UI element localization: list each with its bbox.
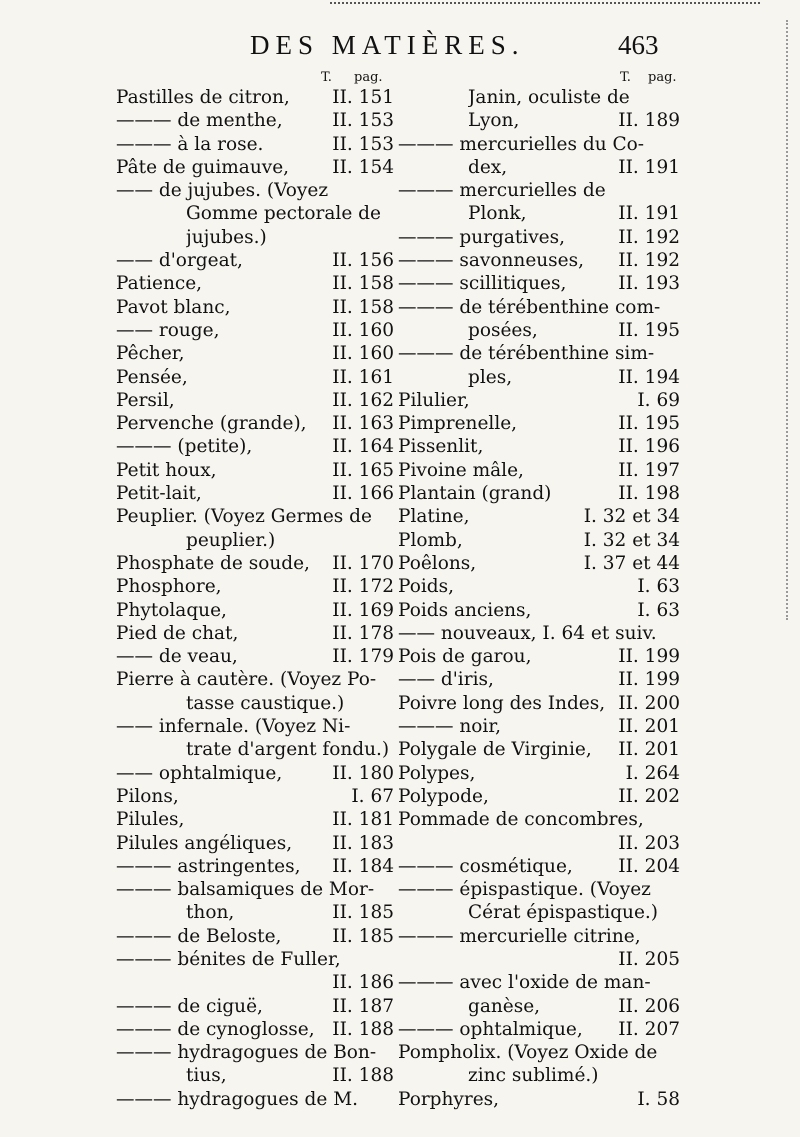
index-entry: [398, 459, 680, 482]
entry-label: ——— hydragogues de M.: [116, 1088, 359, 1110]
entry-reference: II. 202: [618, 785, 680, 807]
entry-label: —— nouveaux, I. 64 et suiv.: [398, 622, 657, 644]
entry-label: —— de veau,: [116, 646, 238, 668]
entry-label: Pilules,: [116, 809, 185, 831]
index-entry: [116, 575, 394, 598]
index-entry: [398, 948, 680, 971]
entry-reference: II. 180: [332, 762, 394, 784]
entry-reference: I. 264: [625, 762, 680, 784]
index-lines: [398, 86, 680, 1111]
index-entry: [398, 575, 680, 598]
index-entry: [398, 366, 680, 389]
entry-reference: II. 156: [332, 250, 394, 272]
index-entry: [116, 296, 394, 319]
entry-reference: II. 191: [618, 203, 680, 225]
column-header: [116, 70, 394, 86]
index-entry: [116, 319, 394, 342]
entry-reference: II. 201: [618, 739, 680, 761]
entry-label: Pompholix. (Voyez Oxide de: [398, 1042, 658, 1064]
index-entry: [116, 925, 394, 948]
index-column-right: [398, 70, 680, 1111]
index-entry: [398, 389, 680, 412]
index-entry: [116, 715, 394, 738]
index-entry: [116, 1018, 394, 1041]
index-entry: [398, 855, 680, 878]
entry-reference: I. 69: [637, 389, 680, 411]
entry-reference: II. 163: [332, 413, 394, 435]
entry-reference: I. 67: [351, 785, 394, 807]
index-entry: [116, 412, 394, 435]
index-entry: [116, 1041, 394, 1064]
entry-reference: II. 178: [332, 622, 394, 644]
entry-reference: II. 164: [332, 436, 394, 458]
index-entry: [398, 249, 680, 272]
entry-label: Polygale de Virginie,: [398, 739, 592, 761]
column-header: [398, 70, 680, 86]
entry-reference: II. 172: [332, 576, 394, 598]
index-entry: [398, 599, 680, 622]
entry-reference: I. 32 et 34: [583, 506, 680, 528]
entry-label: Gomme pectorale de: [186, 203, 381, 225]
entry-reference: II. 192: [618, 250, 680, 272]
page-header-label: pag.: [354, 70, 383, 85]
index-entry: [116, 948, 394, 971]
entry-reference: II. 193: [618, 273, 680, 295]
index-entry: [398, 319, 680, 342]
entry-reference: II. 185: [332, 925, 394, 947]
top-ornament-rule: [330, 2, 760, 7]
running-title: DES MATIÈRES.: [250, 30, 525, 60]
entry-reference: II. 188: [332, 1065, 394, 1087]
index-entry: [398, 971, 680, 994]
entry-label: Persil,: [116, 389, 175, 411]
index-entry: [398, 645, 680, 668]
entry-reference: I. 37 et 44: [583, 552, 680, 574]
entry-reference: II. 162: [332, 389, 394, 411]
entry-label: —— ophtalmique,: [116, 762, 283, 784]
entry-label: Phosphore,: [116, 576, 222, 598]
index-entry: [116, 529, 394, 552]
entry-label: Pied de chat,: [116, 622, 239, 644]
index-entry: [398, 1088, 680, 1111]
entry-reference: II. 185: [332, 902, 394, 924]
entry-reference: I. 63: [637, 599, 680, 621]
index-entry: [116, 692, 394, 715]
entry-reference: II. 201: [618, 716, 680, 738]
index-entry: [398, 692, 680, 715]
entry-label: Phosphate de soude,: [116, 552, 310, 574]
index-entry: [116, 226, 394, 249]
entry-label: ——— bénites de Fuller,: [116, 948, 341, 970]
entry-reference: II. 195: [618, 319, 680, 341]
index-entry: [116, 762, 394, 785]
index-entry: [116, 552, 394, 575]
entry-label: ——— hydragogues de Bon-: [116, 1042, 377, 1064]
tome-header: T.: [321, 70, 332, 85]
index-entry: [398, 1018, 680, 1041]
index-entry: [398, 715, 680, 738]
entry-label: Pavot blanc,: [116, 296, 231, 318]
index-entry: [116, 389, 394, 412]
entry-label: zinc sublimé.): [468, 1065, 599, 1087]
index-entry: [116, 901, 394, 924]
index-entry: [116, 86, 394, 109]
index-entry: [116, 1064, 394, 1087]
entry-label: —— d'orgeat,: [116, 250, 243, 272]
tome-header: T.: [620, 70, 631, 85]
entry-label: ——— de Beloste,: [116, 925, 282, 947]
entry-label: Pilons,: [116, 785, 179, 807]
entry-label: jujubes.): [186, 226, 267, 248]
entry-label: thon,: [186, 902, 235, 924]
entry-reference: II. 206: [618, 995, 680, 1017]
entry-label: ——— ophtalmique,: [398, 1018, 583, 1040]
entry-label: —— rouge,: [116, 319, 220, 341]
entry-label: ——— purgatives,: [398, 226, 565, 248]
index-entry: [398, 156, 680, 179]
entry-label: Phytolaque,: [116, 599, 227, 621]
index-entry: [398, 901, 680, 924]
index-entry: [116, 832, 394, 855]
index-entry: [116, 1088, 394, 1111]
entry-label: Pâte de guimauve,: [116, 156, 290, 178]
index-entry: [398, 878, 680, 901]
index-entry: [116, 459, 394, 482]
entry-reference: II. 188: [332, 1018, 394, 1040]
index-entry: [116, 855, 394, 878]
entry-reference: II. 170: [332, 552, 394, 574]
entry-label: Plomb,: [398, 529, 463, 551]
entry-label: Poids anciens,: [398, 599, 532, 621]
index-entry: [398, 738, 680, 761]
entry-label: Cérat épispastique.): [468, 902, 659, 924]
entry-reference: II. 160: [332, 343, 394, 365]
entry-reference: II. 160: [332, 319, 394, 341]
index-entry: [116, 645, 394, 668]
entry-reference: II. 194: [618, 366, 680, 388]
entry-label: ——— astringentes,: [116, 855, 301, 877]
entry-reference: II. 204: [618, 855, 680, 877]
entry-label: ganèse,: [468, 995, 541, 1017]
entry-label: Pervenche (grande),: [116, 413, 307, 435]
page-header-label: pag.: [648, 70, 677, 85]
entry-label: ——— épispastique. (Voyez: [398, 879, 651, 901]
index-entry: [116, 622, 394, 645]
index-entry: [116, 109, 394, 132]
index-entry: [116, 482, 394, 505]
entry-reference: II. 184: [332, 855, 394, 877]
entry-reference: II. 153: [332, 110, 394, 132]
index-entry: [116, 808, 394, 831]
entry-label: Pimprenelle,: [398, 413, 518, 435]
entry-label: ——— mercurielles de: [398, 180, 606, 202]
entry-reference: II. 199: [618, 646, 680, 668]
index-entry: [116, 435, 394, 458]
index-entry: [398, 435, 680, 458]
entry-label: Janin, oculiste de: [468, 87, 630, 108]
index-entry: [116, 366, 394, 389]
entry-label: Pilulier,: [398, 389, 470, 411]
entry-reference: II. 153: [332, 133, 394, 155]
index-entry: [398, 133, 680, 156]
entry-reference: II. 165: [332, 459, 394, 481]
entry-label: Pilules angéliques,: [116, 832, 293, 854]
entry-reference: II. 200: [618, 692, 680, 714]
index-entry: [116, 971, 394, 994]
entry-label: Patience,: [116, 273, 203, 295]
index-entry: [116, 599, 394, 622]
index-entry: [116, 738, 394, 761]
entry-reference: II. 158: [332, 296, 394, 318]
page-number: 463: [618, 30, 659, 60]
entry-label: Pissenlit,: [398, 436, 484, 458]
index-entry: [398, 808, 680, 831]
index-entry: [398, 412, 680, 435]
index-entry: [116, 133, 394, 156]
entry-label: Platine,: [398, 506, 470, 528]
entry-reference: I. 32 et 34: [583, 529, 680, 551]
index-entry: [398, 482, 680, 505]
index-entry: [116, 272, 394, 295]
index-entry: [398, 202, 680, 225]
entry-label: ——— balsamiques de Mor-: [116, 879, 375, 901]
entry-reference: II. 179: [332, 646, 394, 668]
index-entry: [398, 925, 680, 948]
entry-label: ——— savonneuses,: [398, 250, 585, 272]
index-entry: [398, 1041, 680, 1064]
entry-reference: II. 151: [332, 87, 394, 108]
entry-label: ——— mercurielles du Co-: [398, 133, 645, 155]
entry-label: ——— de ciguë,: [116, 995, 263, 1017]
index-entry: [116, 878, 394, 901]
entry-label: Petit-lait,: [116, 483, 202, 505]
entry-label: Petit houx,: [116, 459, 217, 481]
entry-label: Poêlons,: [398, 552, 477, 574]
entry-label: posées,: [468, 319, 538, 341]
entry-label: —— de jujubes. (Voyez: [116, 180, 329, 202]
entry-label: trate d'argent fondu.): [186, 739, 390, 761]
entry-label: ——— (petite),: [116, 436, 253, 458]
entry-label: Pastilles de citron,: [116, 87, 290, 108]
index-entry: [398, 785, 680, 808]
entry-label: —— infernale. (Voyez Ni-: [116, 716, 351, 738]
entry-label: tius,: [186, 1065, 227, 1087]
entry-reference: II. 191: [618, 156, 680, 178]
entry-label: —— d'iris,: [398, 669, 494, 691]
index-entry: [398, 109, 680, 132]
page-header: [0, 30, 800, 66]
entry-reference: II. 189: [618, 110, 680, 132]
index-entry: [398, 86, 680, 109]
entry-reference: II. 203: [618, 832, 680, 854]
entry-reference: II. 192: [618, 226, 680, 248]
index-entry: [116, 202, 394, 225]
page-edge-dots: [786, 20, 790, 620]
index-entry: [398, 668, 680, 691]
index-entry: [398, 529, 680, 552]
index-entry: [398, 552, 680, 575]
index-entry: [398, 622, 680, 645]
entry-label: Pivoine mâle,: [398, 459, 524, 481]
index-entry: [398, 179, 680, 202]
entry-reference: II. 187: [332, 995, 394, 1017]
index-entry: [116, 785, 394, 808]
entry-label: Pierre à cautère. (Voyez Po-: [116, 669, 377, 691]
index-entry: [398, 1064, 680, 1087]
entry-label: ——— à la rose.: [116, 133, 264, 155]
index-entry: [398, 296, 680, 319]
entry-label: ——— noir,: [398, 716, 502, 738]
entry-label: ——— de menthe,: [116, 110, 283, 132]
entry-reference: II. 183: [332, 832, 394, 854]
entry-label: Pêcher,: [116, 343, 185, 365]
index-lines: [116, 86, 394, 1111]
entry-label: Pensée,: [116, 366, 188, 388]
entry-reference: II. 154: [332, 156, 394, 178]
index-entry: [398, 272, 680, 295]
entry-label: Porphyres,: [398, 1088, 500, 1110]
entry-label: Polypes,: [398, 762, 476, 784]
index-entry: [116, 342, 394, 365]
index-entry: [116, 156, 394, 179]
entry-reference: II. 158: [332, 273, 394, 295]
entry-reference: I. 63: [637, 576, 680, 598]
entry-label: ——— avec l'oxide de man-: [398, 972, 651, 994]
entry-label: ——— de térébenthine sim-: [398, 343, 655, 365]
entry-label: Poivre long des Indes,: [398, 692, 606, 714]
index-entry: [398, 505, 680, 528]
entry-label: Pois de garou,: [398, 646, 532, 668]
entry-reference: II. 161: [332, 366, 394, 388]
entry-label: ——— mercurielle citrine,: [398, 925, 641, 947]
index-entry: [116, 249, 394, 272]
entry-label: peuplier.): [186, 529, 276, 551]
entry-label: Peuplier. (Voyez Germes de: [116, 506, 372, 528]
entry-label: ——— scillitiques,: [398, 273, 567, 295]
entry-reference: II. 195: [618, 413, 680, 435]
entry-reference: II. 169: [332, 599, 394, 621]
entry-reference: II. 207: [618, 1018, 680, 1040]
entry-label: Plonk,: [468, 203, 527, 225]
entry-label: Lyon,: [468, 110, 520, 132]
index-column-left: [116, 70, 394, 1111]
index-entry: [116, 505, 394, 528]
entry-reference: II. 199: [618, 669, 680, 691]
entry-reference: II. 197: [618, 459, 680, 481]
index-entry: [398, 832, 680, 855]
entry-label: Polypode,: [398, 785, 489, 807]
index-entry: [116, 995, 394, 1018]
entry-reference: II. 166: [332, 483, 394, 505]
index-entry: [398, 342, 680, 365]
entry-reference: II. 196: [618, 436, 680, 458]
index-entry: [398, 226, 680, 249]
index-entry: [116, 179, 394, 202]
entry-reference: II. 181: [332, 809, 394, 831]
entry-reference: I. 58: [637, 1088, 680, 1110]
entry-label: Plantain (grand): [398, 483, 552, 505]
entry-label: dex,: [468, 156, 508, 178]
index-entry: [398, 762, 680, 785]
index-entry: [398, 995, 680, 1018]
entry-reference: II. 205: [618, 948, 680, 970]
entry-reference: II. 198: [618, 483, 680, 505]
index-entry: [116, 668, 394, 691]
entry-label: tasse caustique.): [186, 692, 345, 714]
entry-label: ——— cosmétique,: [398, 855, 573, 877]
entry-label: ——— de térébenthine com-: [398, 296, 661, 318]
entry-reference: II. 186: [332, 972, 394, 994]
entry-label: ples,: [468, 366, 513, 388]
entry-label: ——— de cynoglosse,: [116, 1018, 315, 1040]
entry-label: Pommade de concombres,: [398, 809, 644, 831]
entry-label: Poids,: [398, 576, 454, 598]
